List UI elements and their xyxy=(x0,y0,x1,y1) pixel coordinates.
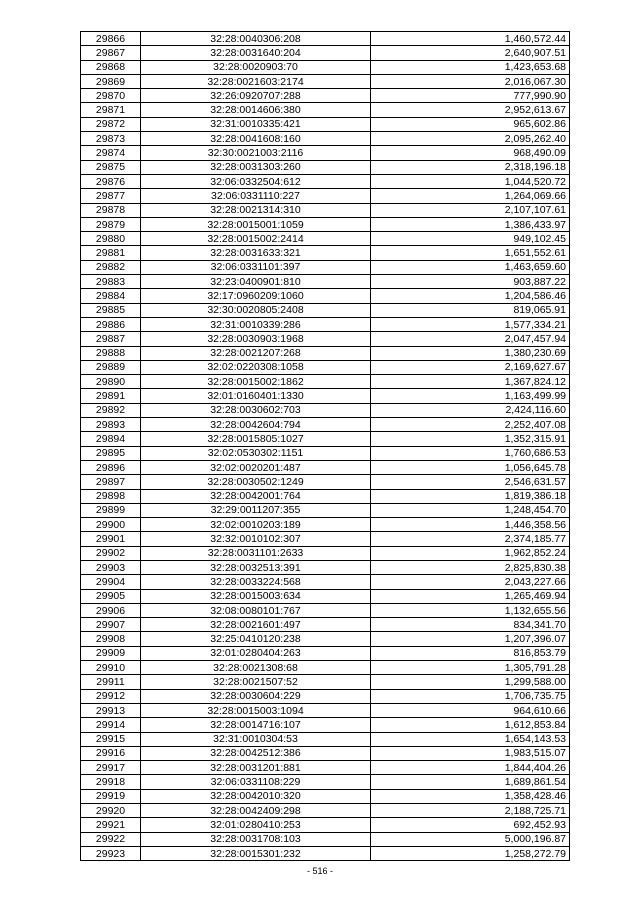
table-row xyxy=(81,575,570,589)
cadastral-value-table xyxy=(80,31,570,861)
row-number-cell: 29881 xyxy=(81,246,141,260)
row-number-cell: 29899 xyxy=(81,503,141,517)
cadastral-number-cell: 32:28:0015001:1059 xyxy=(141,217,371,231)
value-cell: 1,654,143.53 xyxy=(371,732,570,746)
table-row xyxy=(81,804,570,818)
value-cell: 2,825,830.38 xyxy=(371,560,570,574)
table-row xyxy=(81,618,570,632)
cadastral-number-cell: 32:02:0220308:1058 xyxy=(141,360,371,374)
row-number-cell: 29880 xyxy=(81,232,141,246)
table-row xyxy=(81,132,570,146)
table-row xyxy=(81,146,570,160)
table-row xyxy=(81,260,570,274)
cadastral-number-cell: 32:28:0031201:881 xyxy=(141,761,371,775)
cadastral-number-cell: 32:01:0160401:1330 xyxy=(141,389,371,403)
cadastral-number-cell: 32:28:0031101:2633 xyxy=(141,546,371,560)
value-cell: 1,612,853.84 xyxy=(371,718,570,732)
cadastral-number-cell: 32:28:0015805:1027 xyxy=(141,432,371,446)
table-row xyxy=(81,389,570,403)
row-number-cell: 29879 xyxy=(81,217,141,231)
cadastral-number-cell: 32:28:0032513:391 xyxy=(141,560,371,574)
cadastral-number-cell: 32:28:0031708:103 xyxy=(141,832,371,846)
row-number-cell: 29876 xyxy=(81,174,141,188)
table-row xyxy=(81,689,570,703)
value-cell: 1,204,586.46 xyxy=(371,289,570,303)
table-row xyxy=(81,360,570,374)
row-number-cell: 29923 xyxy=(81,846,141,860)
row-number-cell: 29903 xyxy=(81,560,141,574)
cadastral-number-cell: 32:28:0021601:497 xyxy=(141,618,371,632)
value-cell: 903,887.22 xyxy=(371,275,570,289)
value-cell: 1,760,686.53 xyxy=(371,446,570,460)
value-cell: 1,386,433.97 xyxy=(371,217,570,231)
row-number-cell: 29920 xyxy=(81,804,141,818)
row-number-cell: 29916 xyxy=(81,746,141,760)
table-row xyxy=(81,789,570,803)
value-cell: 1,423,653.68 xyxy=(371,60,570,74)
cadastral-number-cell: 32:31:0010304:53 xyxy=(141,732,371,746)
row-number-cell: 29921 xyxy=(81,818,141,832)
row-number-cell: 29918 xyxy=(81,775,141,789)
row-number-cell: 29890 xyxy=(81,375,141,389)
value-cell: 1,163,499.99 xyxy=(371,389,570,403)
value-cell: 2,374,185.77 xyxy=(371,532,570,546)
cadastral-number-cell: 32:28:0021207:268 xyxy=(141,346,371,360)
value-cell: 692,452.93 xyxy=(371,818,570,832)
table-row xyxy=(81,217,570,231)
table-row xyxy=(81,418,570,432)
table-row xyxy=(81,103,570,117)
value-cell: 1,358,428.46 xyxy=(371,789,570,803)
value-cell: 2,952,613.67 xyxy=(371,103,570,117)
row-number-cell: 29866 xyxy=(81,32,141,46)
cadastral-number-cell: 32:28:0031633:321 xyxy=(141,246,371,260)
row-number-cell: 29893 xyxy=(81,418,141,432)
value-cell: 1,651,552.61 xyxy=(371,246,570,260)
row-number-cell: 29898 xyxy=(81,489,141,503)
value-cell: 1,844,404.26 xyxy=(371,761,570,775)
row-number-cell: 29910 xyxy=(81,661,141,675)
cadastral-number-cell: 32:30:0020805:2408 xyxy=(141,303,371,317)
value-cell: 816,853.79 xyxy=(371,646,570,660)
row-number-cell: 29919 xyxy=(81,789,141,803)
table-row xyxy=(81,832,570,846)
table-row xyxy=(81,846,570,860)
row-number-cell: 29867 xyxy=(81,46,141,60)
row-number-cell: 29878 xyxy=(81,203,141,217)
row-number-cell: 29911 xyxy=(81,675,141,689)
cadastral-number-cell: 32:06:0331108:229 xyxy=(141,775,371,789)
cadastral-number-cell: 32:28:0015301:232 xyxy=(141,846,371,860)
cadastral-number-cell: 32:28:0015003:634 xyxy=(141,589,371,603)
cadastral-number-cell: 32:28:0021507:52 xyxy=(141,675,371,689)
cadastral-number-cell: 32:23:0400901:810 xyxy=(141,275,371,289)
value-cell: 2,424,116.60 xyxy=(371,403,570,417)
value-cell: 965,602.86 xyxy=(371,117,570,131)
value-cell: 1,207,396.07 xyxy=(371,632,570,646)
table-row xyxy=(81,560,570,574)
value-cell: 1,132,655.56 xyxy=(371,603,570,617)
table-row xyxy=(81,603,570,617)
cadastral-number-cell: 32:25:0410120:238 xyxy=(141,632,371,646)
row-number-cell: 29896 xyxy=(81,460,141,474)
value-cell: 1,819,386.18 xyxy=(371,489,570,503)
row-number-cell: 29902 xyxy=(81,546,141,560)
value-cell: 2,107,107.61 xyxy=(371,203,570,217)
row-number-cell: 29889 xyxy=(81,360,141,374)
table-body xyxy=(81,32,570,861)
table-row xyxy=(81,232,570,246)
row-number-cell: 29914 xyxy=(81,718,141,732)
value-cell: 2,047,457.94 xyxy=(371,332,570,346)
value-cell: 2,016,067.30 xyxy=(371,74,570,88)
cadastral-number-cell: 32:28:0033224:568 xyxy=(141,575,371,589)
table-row xyxy=(81,160,570,174)
table-row xyxy=(81,317,570,331)
cadastral-number-cell: 32:28:0015002:1862 xyxy=(141,375,371,389)
table-row xyxy=(81,346,570,360)
table-row xyxy=(81,403,570,417)
cadastral-number-cell: 32:06:0331110:227 xyxy=(141,189,371,203)
value-cell: 5,000,196.87 xyxy=(371,832,570,846)
row-number-cell: 29887 xyxy=(81,332,141,346)
value-cell: 2,043,227.66 xyxy=(371,575,570,589)
table-row xyxy=(81,818,570,832)
cadastral-number-cell: 32:28:0042512:386 xyxy=(141,746,371,760)
table-row xyxy=(81,475,570,489)
cadastral-number-cell: 32:26:0920707:288 xyxy=(141,89,371,103)
row-number-cell: 29906 xyxy=(81,603,141,617)
cadastral-number-cell: 32:28:0042001:764 xyxy=(141,489,371,503)
value-cell: 1,706,735.75 xyxy=(371,689,570,703)
value-cell: 777,990.90 xyxy=(371,89,570,103)
value-cell: 1,367,824.12 xyxy=(371,375,570,389)
row-number-cell: 29900 xyxy=(81,518,141,532)
table-row xyxy=(81,718,570,732)
row-number-cell: 29907 xyxy=(81,618,141,632)
row-number-cell: 29873 xyxy=(81,132,141,146)
table-row xyxy=(81,675,570,689)
table-row xyxy=(81,589,570,603)
cadastral-number-cell: 32:01:0280410:253 xyxy=(141,818,371,832)
cadastral-number-cell: 32:28:0030604:229 xyxy=(141,689,371,703)
cadastral-number-cell: 32:02:0530302:1151 xyxy=(141,446,371,460)
value-cell: 1,258,272.79 xyxy=(371,846,570,860)
table-row xyxy=(81,661,570,675)
table-row xyxy=(81,546,570,560)
table-row xyxy=(81,89,570,103)
table-row xyxy=(81,246,570,260)
cadastral-number-cell: 32:28:0042409:298 xyxy=(141,804,371,818)
row-number-cell: 29913 xyxy=(81,703,141,717)
table-row xyxy=(81,289,570,303)
cadastral-number-cell: 32:32:0010102:307 xyxy=(141,532,371,546)
table-row xyxy=(81,732,570,746)
table-row xyxy=(81,303,570,317)
row-number-cell: 29884 xyxy=(81,289,141,303)
row-number-cell: 29872 xyxy=(81,117,141,131)
row-number-cell: 29886 xyxy=(81,317,141,331)
row-number-cell: 29912 xyxy=(81,689,141,703)
row-number-cell: 29895 xyxy=(81,446,141,460)
row-number-cell: 29875 xyxy=(81,160,141,174)
value-cell: 1,056,645.78 xyxy=(371,460,570,474)
table-row xyxy=(81,174,570,188)
table-row xyxy=(81,203,570,217)
value-cell: 2,546,631.57 xyxy=(371,475,570,489)
value-cell: 1,460,572.44 xyxy=(371,32,570,46)
table-row xyxy=(81,761,570,775)
value-cell: 1,689,861.54 xyxy=(371,775,570,789)
table-row xyxy=(81,460,570,474)
cadastral-number-cell: 32:01:0280404:263 xyxy=(141,646,371,660)
cadastral-number-cell: 32:28:0015002:2414 xyxy=(141,232,371,246)
cadastral-number-cell: 32:28:0030903:1968 xyxy=(141,332,371,346)
table-row xyxy=(81,703,570,717)
cadastral-number-cell: 32:02:0020201:487 xyxy=(141,460,371,474)
value-cell: 949,102.45 xyxy=(371,232,570,246)
table-row xyxy=(81,332,570,346)
cadastral-number-cell: 32:28:0021603:2174 xyxy=(141,74,371,88)
row-number-cell: 29905 xyxy=(81,589,141,603)
table-row xyxy=(81,646,570,660)
cadastral-number-cell: 32:28:0031303:260 xyxy=(141,160,371,174)
row-number-cell: 29915 xyxy=(81,732,141,746)
cadastral-number-cell: 32:31:0010339:286 xyxy=(141,317,371,331)
value-cell: 1,305,791.28 xyxy=(371,661,570,675)
table-row xyxy=(81,275,570,289)
cadastral-number-cell: 32:29:0011207:355 xyxy=(141,503,371,517)
row-number-cell: 29922 xyxy=(81,832,141,846)
cadastral-number-cell: 32:28:0041608:160 xyxy=(141,132,371,146)
cadastral-number-cell: 32:28:0014716:107 xyxy=(141,718,371,732)
table-row xyxy=(81,46,570,60)
row-number-cell: 29883 xyxy=(81,275,141,289)
table-row xyxy=(81,375,570,389)
row-number-cell: 29882 xyxy=(81,260,141,274)
cadastral-number-cell: 32:28:0042604:794 xyxy=(141,418,371,432)
value-cell: 2,169,627.67 xyxy=(371,360,570,374)
table-row xyxy=(81,518,570,532)
value-cell: 2,252,407.08 xyxy=(371,418,570,432)
cadastral-number-cell: 32:17:0960209:1060 xyxy=(141,289,371,303)
value-cell: 1,299,588.00 xyxy=(371,675,570,689)
cadastral-number-cell: 32:02:0010203:189 xyxy=(141,518,371,532)
table-row xyxy=(81,446,570,460)
table-row xyxy=(81,489,570,503)
table-row xyxy=(81,60,570,74)
cadastral-number-cell: 32:08:0080101:767 xyxy=(141,603,371,617)
cadastral-number-cell: 32:28:0020903:70 xyxy=(141,60,371,74)
cadastral-number-cell: 32:28:0015003:1094 xyxy=(141,703,371,717)
table-row xyxy=(81,117,570,131)
value-cell: 2,640,907.51 xyxy=(371,46,570,60)
table-row xyxy=(81,32,570,46)
value-cell: 1,352,315.91 xyxy=(371,432,570,446)
row-number-cell: 29888 xyxy=(81,346,141,360)
value-cell: 1,983,515.07 xyxy=(371,746,570,760)
row-number-cell: 29908 xyxy=(81,632,141,646)
cadastral-number-cell: 32:06:0331101:397 xyxy=(141,260,371,274)
cadastral-number-cell: 32:28:0031640:204 xyxy=(141,46,371,60)
value-cell: 1,463,659.60 xyxy=(371,260,570,274)
row-number-cell: 29917 xyxy=(81,761,141,775)
value-cell: 1,264,069.66 xyxy=(371,189,570,203)
table-row xyxy=(81,632,570,646)
row-number-cell: 29909 xyxy=(81,646,141,660)
value-cell: 1,044,520.72 xyxy=(371,174,570,188)
value-cell: 2,318,196.18 xyxy=(371,160,570,174)
row-number-cell: 29897 xyxy=(81,475,141,489)
value-cell: 819,065.91 xyxy=(371,303,570,317)
cadastral-number-cell: 32:30:0021003:2116 xyxy=(141,146,371,160)
value-cell: 964,610.66 xyxy=(371,703,570,717)
row-number-cell: 29869 xyxy=(81,74,141,88)
cadastral-number-cell: 32:28:0021314:310 xyxy=(141,203,371,217)
value-cell: 1,962,852.24 xyxy=(371,546,570,560)
row-number-cell: 29874 xyxy=(81,146,141,160)
row-number-cell: 29868 xyxy=(81,60,141,74)
cadastral-number-cell: 32:28:0030602:703 xyxy=(141,403,371,417)
value-cell: 834,341.70 xyxy=(371,618,570,632)
row-number-cell: 29901 xyxy=(81,532,141,546)
cadastral-number-cell: 32:28:0030502:1249 xyxy=(141,475,371,489)
row-number-cell: 29892 xyxy=(81,403,141,417)
row-number-cell: 29885 xyxy=(81,303,141,317)
table-row xyxy=(81,189,570,203)
cadastral-number-cell: 32:28:0040306:208 xyxy=(141,32,371,46)
cadastral-number-cell: 32:28:0014606:380 xyxy=(141,103,371,117)
row-number-cell: 29891 xyxy=(81,389,141,403)
row-number-cell: 29894 xyxy=(81,432,141,446)
value-cell: 968,490.09 xyxy=(371,146,570,160)
cadastral-number-cell: 32:31:0010335:421 xyxy=(141,117,371,131)
table-row xyxy=(81,503,570,517)
value-cell: 1,577,334.21 xyxy=(371,317,570,331)
value-cell: 2,188,725.71 xyxy=(371,804,570,818)
table-row xyxy=(81,746,570,760)
page-number: - 516 - xyxy=(306,866,333,876)
value-cell: 2,095,262.40 xyxy=(371,132,570,146)
row-number-cell: 29870 xyxy=(81,89,141,103)
cadastral-number-cell: 32:28:0042010:320 xyxy=(141,789,371,803)
value-cell: 1,265,469.94 xyxy=(371,589,570,603)
cadastral-number-cell: 32:28:0021308:68 xyxy=(141,661,371,675)
table-row xyxy=(81,532,570,546)
value-cell: 1,248,454.70 xyxy=(371,503,570,517)
value-cell: 1,380,230.69 xyxy=(371,346,570,360)
table-row xyxy=(81,775,570,789)
table-row xyxy=(81,432,570,446)
cadastral-number-cell: 32:06:0332504:612 xyxy=(141,174,371,188)
row-number-cell: 29877 xyxy=(81,189,141,203)
value-cell: 1,446,358.56 xyxy=(371,518,570,532)
row-number-cell: 29904 xyxy=(81,575,141,589)
table-row xyxy=(81,74,570,88)
row-number-cell: 29871 xyxy=(81,103,141,117)
